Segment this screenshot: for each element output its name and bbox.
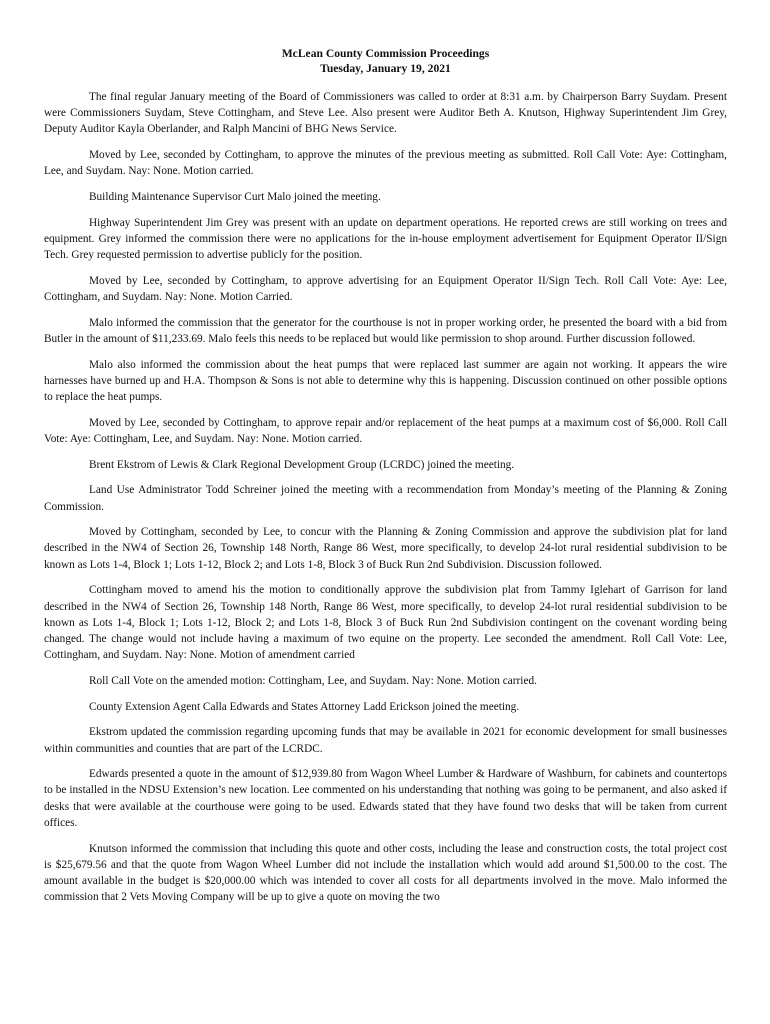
paragraph-heat-pumps: Malo also informed the commission about the heat pumps that were replaced last summer are again not working. It appears the wire harnesses have burned up and H.A. Thompson & Sons is not able to determine why this is happening. Discussion continued on other possible options to replace the heat pumps. [44, 358, 727, 404]
paragraph-heat-pump-motion: Moved by Lee, seconded by Cottingham, to approve repair and/or replacement of the heat pumps at a maximum cost of $6,000. Roll Call Vote: Aye: Cottingham, Lee, and Suydam. Nay: None. Motion carried. [44, 416, 727, 445]
document-title: McLean County Commission Proceedings [281, 47, 490, 60]
paragraph-highway-update: Highway Superintendent Jim Grey was present with an update on department operations. He reported crews are still working on trees and equipment. Grey informed the commission there were no applications for the in-house employment advertisement for Equipment Operator II/Sign Tech. Grey requested permission to advertise publicly for the position. [44, 216, 727, 262]
document-body [44, 46, 727, 915]
paragraph-project-cost: Knutson informed the commission that including this quote and other costs, including the lease and construction costs, the total project cost is $25,679.56 and that the quote from Wagon Wheel Lumber did not include the installation which would add around $1,500.00 to the cost. The amount available in the budget is $20,000.00 which was intended to cover all costs for all departments involved in the move. Malo informed the commission that 2 Vets Moving Company will be up to give a quote on moving the two [44, 842, 727, 904]
paragraph-economic-funds: Ekstrom updated the commission regarding upcoming funds that may be available in 2021 for economic development for small businesses within communities and counties that are part of the LCRDC. [44, 726, 727, 755]
paragraph-advertising-motion: Moved by Lee, seconded by Cottingham, to approve advertising for an Equipment Operator II/Sign Tech. Roll Call Vote: Aye: Lee, Cottingham, and Suydam. Nay: None. Motion Carried. [44, 274, 727, 304]
paragraph-schreiner-joined: Land Use Administrator Todd Schreiner joined the meeting with a recommendation from Monday’s meeting of the Planning & Zoning Commission. [44, 484, 727, 513]
title-block [44, 46, 727, 76]
paragraph-generator: Malo informed the commission that the generator for the courthouse is not in proper working order, he presented the board with a bid from Butler in the amount of $11,233.69. Malo feels this needs to be replaced but would like permission to shop around. Further discussion followed. [44, 316, 727, 345]
paragraph-amendment: Cottingham moved to amend his the motion to conditionally approve the subdivision plat from Tammy Iglehart of Garrison for land described in the NW4 of Section 26, Township 148 North, Range 86 West, more specifically, to develop 24-lot rural residential subdivision to be known as Lots 1-4, Block 1; Lots 1-12, Block 2; and Lots 1-8, Block 3 of Buck Run 2nd Subdivision contingent on the covenant wording being changed. The change would not include having a maximum of two equine on the property. Lee seconded the amendment. Roll Call Vote: Lee, Cottingham, and Suydam. Nay: None. Motion of amendment carried [44, 584, 727, 662]
paragraph-call-to-order: The final regular January meeting of the Board of Commissioners was called to order at 8:31 a.m. by Chairperson Barry Suydam. Present were Commissioners Suydam, Steve Cottingham, and Steve Lee. Also present were Auditor Beth A. Knutson, Highway Superintendent Jim Grey, Deputy Auditor Kayla Oberlander, and Ralph Mancini of BHG News Service. [44, 91, 727, 136]
paragraph-malo-joined: Building Maintenance Supervisor Curt Malo joined the meeting. [89, 191, 381, 204]
meeting-date: Tuesday, January 19, 2021 [320, 62, 451, 75]
paragraph-edwards-joined: County Extension Agent Calla Edwards and States Attorney Ladd Erickson joined the meeting. [89, 700, 520, 713]
paragraph-cabinet-quote: Edwards presented a quote in the amount of $12,939.80 from Wagon Wheel Lumber & Hardware of Washburn, for cabinets and countertops to be installed in the NDSU Extension’s new location. Lee commented on his understanding that nothing was going to be permanent, and also asked if desks that were available at the courthouse were going to be used. Edwards stated that they have found two desks that will be taken from current offices. [44, 768, 727, 829]
paragraph-ekstrom-joined: Brent Ekstrom of Lewis & Clark Regional Development Group (LCRDC) joined the meeting. [89, 458, 515, 471]
paragraph-subdivision-motion: Moved by Cottingham, seconded by Lee, to concur with the Planning & Zoning Commission and approve the subdivision plat for land described in the NW4 of Section 26, Township 148 North, Range 86 West, more specifically, to develop 24-lot rural residential subdivision to be known as Lots 1-4, Block 1; Lots 1-12, Block 2; and Lots 1-8, Block 3 of Buck Run 2nd Subdivision. Discussion followed. [44, 526, 727, 571]
paragraph-minutes-motion: Moved by Lee, seconded by Cottingham, to approve the minutes of the previous meeting as submitted. Roll Call Vote: Aye: Cottingham, Lee, and Suydam. Nay: None. Motion carried. [44, 149, 727, 178]
paragraph-amended-vote: Roll Call Vote on the amended motion: Cottingham, Lee, and Suydam. Nay: None. Motion carried. [89, 674, 537, 687]
